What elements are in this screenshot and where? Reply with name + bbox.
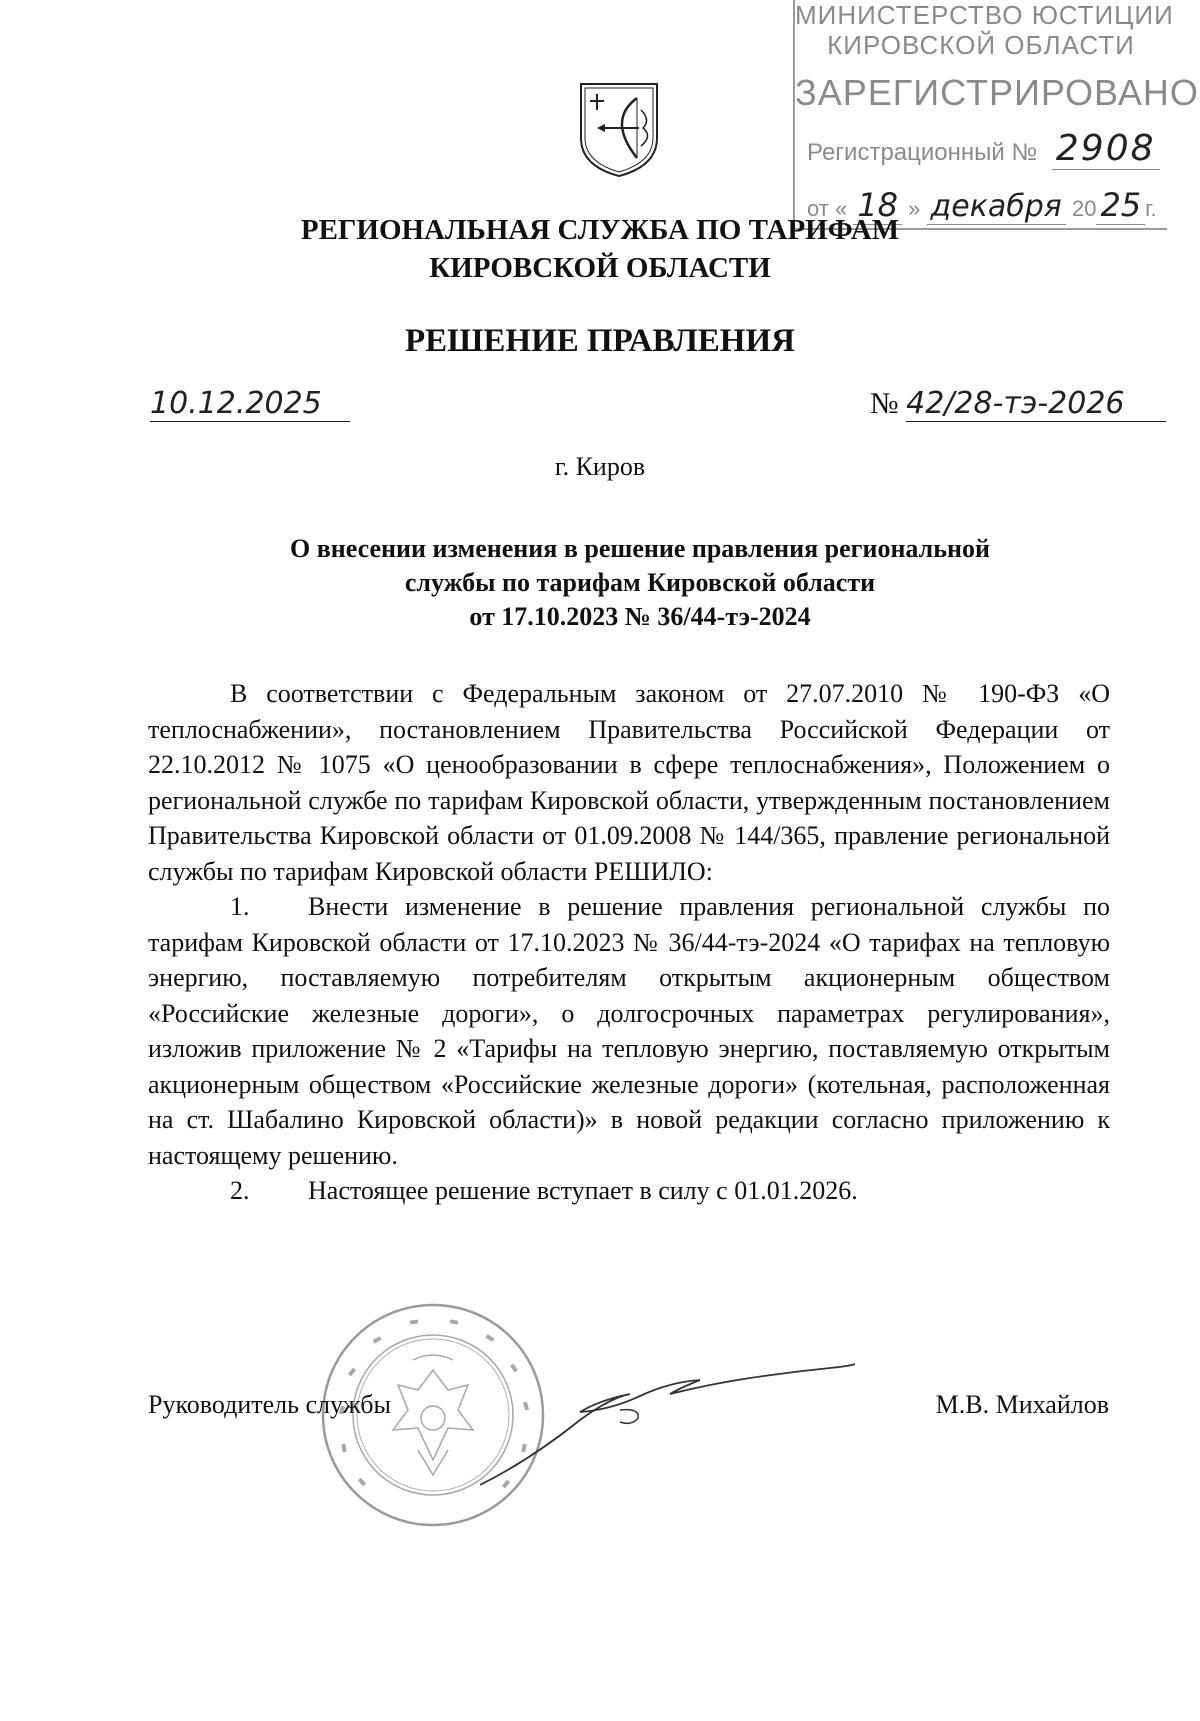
list-item (148, 1173, 1110, 1209)
document-body (148, 676, 1110, 1209)
stamp-date-day: 18 (853, 186, 902, 225)
stamp-date-month: декабря (927, 189, 1066, 225)
stamp-year-suffix: 25 (1096, 186, 1145, 225)
stamp-year-unit: г. (1145, 196, 1157, 221)
signatory-name: М.В. Михайлов (935, 1390, 1109, 1419)
stamp-date-prefix: от « (807, 196, 848, 221)
agency-name-line1: РЕГИОНАЛЬНАЯ СЛУЖБА ПО ТАРИФАМ (300, 214, 900, 246)
list-item (148, 889, 1110, 1173)
stamp-number-label: Регистрационный № (807, 139, 1038, 166)
number-sign: № (870, 387, 899, 420)
city: г. Киров (554, 452, 646, 481)
stamp-year-prefix: 20 (1071, 196, 1097, 221)
stamp-number-row (807, 128, 1160, 169)
document-date: 10.12.2025 (150, 386, 350, 422)
list-item-number: 2. (230, 1176, 250, 1205)
document-type: РЕШЕНИЕ ПРАВЛЕНИЯ (405, 323, 795, 359)
document-number: 42/28-тэ-2026 (906, 386, 1166, 422)
stamp-region: КИРОВСКОЙ ОБЛАСТИ (827, 30, 1135, 60)
preamble-paragraph: В соответствии с Федеральным законом от 27.07.2010 № 190-ФЗ «О теплоснабжении», постановлением Правительства Российской Федерации от 22.10.2012 № 1075 «О ценообразовании в сфере теплоснабжения», Положением о региональной службе по тарифам Кировской области, утвержденным постановлением Правительства Кировской области от 01.09.2008 № 144/365, правление региональной службы по тарифам Кировской области РЕШИЛО: (148, 679, 1110, 886)
stamp-date-sep: » (908, 196, 921, 221)
coat-of-arms-icon (577, 80, 661, 180)
subject-line1: О внесении изменения в решение правления региональной (290, 534, 990, 563)
subject-line3: от 17.10.2023 № 36/44-тэ-2024 (469, 602, 811, 631)
handwritten-signature-icon (470, 1360, 860, 1490)
document-number-row (870, 386, 1166, 422)
subject-line2: службы по тарифам Кировской области (404, 568, 876, 597)
document-subject (200, 532, 1080, 634)
list-item-number: 1. (230, 892, 250, 921)
signatory-role: Руководитель службы (148, 1390, 391, 1419)
agency-name-line2: КИРОВСКОЙ ОБЛАСТИ (429, 252, 771, 284)
stamp-title: ЗАРЕГИСТРИРОВАНО (795, 72, 1199, 113)
stamp-number-value: 2908 (1052, 128, 1160, 170)
list-item-text: Внести изменение в решение правления региональной службы по тарифам Кировской области от 17.10.2023 № 36/44-тэ-2024 «О тарифах на тепловую энергию, поставляемую потребителям открытым акционерным обществом «Российские железные дороги», о долгосрочных параметрах регулирования», изложив приложение № 2 «Тарифы на тепловую энергию, поставляемую открытым акционерным обществом «Российские железные дороги» (котельная, расположенная на ст. Шабалино Кировской области)» в новой редакции согласно приложению к настоящему решению. (148, 892, 1110, 1170)
registration-stamp (793, 0, 1199, 230)
stamp-ministry: МИНИСТЕРСТВО ЮСТИЦИИ (795, 0, 1174, 30)
list-item-text: Настоящее решение вступает в силу с 01.01.2026. (308, 1176, 858, 1205)
